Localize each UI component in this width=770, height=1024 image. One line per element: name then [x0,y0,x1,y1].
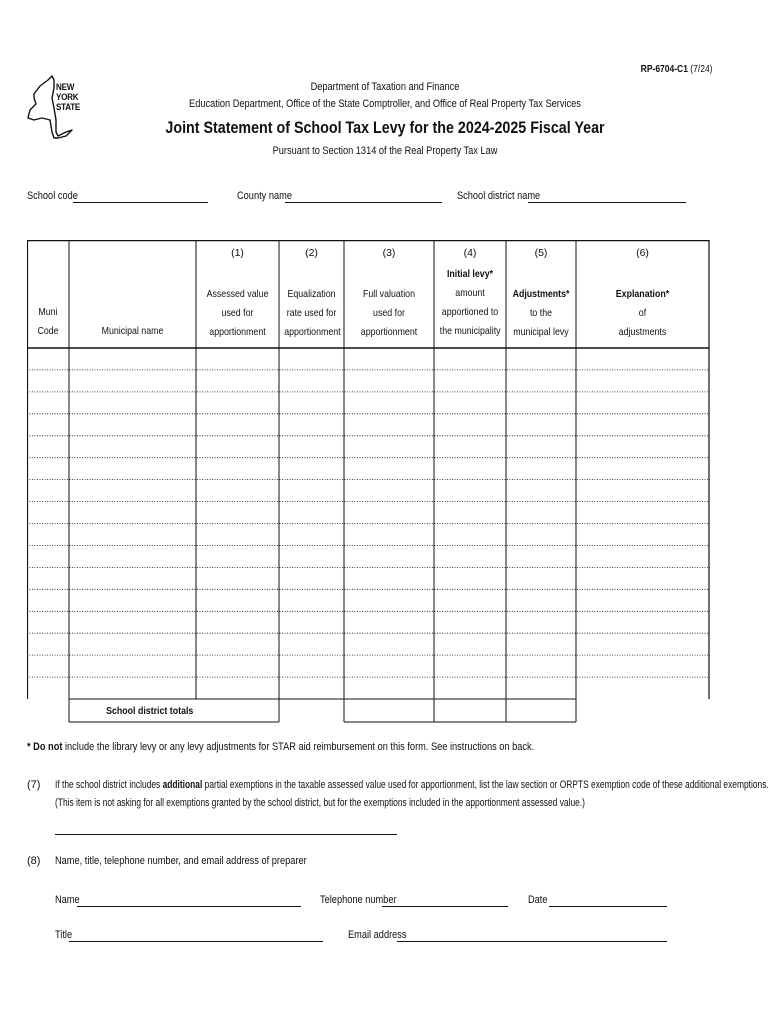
adjustments-cell[interactable] [506,524,576,546]
muni-code-cell[interactable] [27,545,69,567]
table-row [27,524,709,546]
muni-code-cell[interactable] [27,502,69,524]
header-adjustments: Adjustments* to the municipal levy [512,288,570,338]
explanation-cell[interactable] [576,458,709,480]
initial-levy-cell[interactable] [434,677,506,699]
telephone-number-label: Telephone number [320,894,397,906]
form-code: RP-6704-C1 (7/24) [640,64,712,75]
explanation-cell[interactable] [576,524,709,546]
municipal-name-cell[interactable] [69,677,196,699]
explanation-cell[interactable] [576,611,709,633]
adjustments-cell[interactable] [506,480,576,502]
table-row [27,611,709,633]
muni-code-cell[interactable] [27,655,69,677]
adjustments-cell[interactable] [506,677,576,699]
form-title: Joint Statement of School Tax Levy for the 2024-2025 Fiscal Year [165,118,605,137]
table-row [27,480,709,502]
initial-levy-cell[interactable] [434,633,506,655]
adjustments-cell[interactable] [506,414,576,436]
school-district-name-field[interactable] [528,202,686,203]
initial-levy-cell[interactable] [434,480,506,502]
assessed-value-cell[interactable] [196,480,279,502]
equalization-rate-cell[interactable] [279,677,344,699]
total-assessed-value-cell[interactable] [196,700,279,722]
initial-levy-cell[interactable] [434,545,506,567]
full-valuation-cell[interactable] [344,545,434,567]
initial-levy-cell[interactable] [434,414,506,436]
explanation-cell[interactable] [576,545,709,567]
initial-levy-cell[interactable] [434,392,506,414]
item-7-clarification: (This item is not asking for all exemptions granted by the school district, but for the exemptions included in the apportionment assessed value.) [55,797,585,809]
adjustments-cell[interactable] [506,655,576,677]
department-name: Department of Taxation and Finance [310,81,460,93]
equalization-rate-cell[interactable] [279,458,344,480]
full-valuation-cell[interactable] [344,502,434,524]
adjustments-cell[interactable] [506,458,576,480]
assessed-value-cell[interactable] [196,370,279,392]
adjustments-cell[interactable] [506,567,576,589]
explanation-cell[interactable] [576,655,709,677]
header-assessed-value: Assessed value used for apportionment [206,288,269,338]
adjustments-cell[interactable] [506,392,576,414]
equalization-rate-cell[interactable] [279,348,344,370]
municipal-name-cell[interactable] [69,655,196,677]
additional-exemptions-field[interactable] [55,834,397,835]
assessed-value-cell[interactable] [196,392,279,414]
muni-code-cell[interactable] [27,589,69,611]
muni-code-cell[interactable] [27,480,69,502]
adjustments-cell[interactable] [506,589,576,611]
adjustments-cell[interactable] [506,348,576,370]
table-row [27,502,709,524]
equalization-rate-cell[interactable] [279,370,344,392]
county-name-field[interactable] [285,202,442,203]
explanation-cell[interactable] [576,348,709,370]
email-address-field[interactable] [397,941,667,942]
municipal-name-cell[interactable] [69,633,196,655]
municipal-name-cell[interactable] [69,414,196,436]
table-row [27,655,709,677]
telephone-number-field[interactable] [382,906,508,907]
school-district-name-label: School district name [457,190,541,202]
initial-levy-cell[interactable] [434,611,506,633]
preparer-title-field[interactable] [69,941,323,942]
assessed-value-cell[interactable] [196,502,279,524]
school-district-totals-label: School district totals [106,705,194,717]
muni-code-cell[interactable] [27,633,69,655]
initial-levy-cell[interactable] [434,348,506,370]
muni-code-cell[interactable] [27,392,69,414]
initial-levy-cell[interactable] [434,589,506,611]
date-field[interactable] [549,906,667,907]
equalization-rate-cell[interactable] [279,524,344,546]
assessed-value-cell[interactable] [196,655,279,677]
full-valuation-cell[interactable] [344,677,434,699]
table-row [27,436,709,458]
header-explanation: Explanation* of adjustments [615,288,670,338]
explanation-cell[interactable] [576,677,709,699]
municipal-name-cell[interactable] [69,567,196,589]
table-row [27,545,709,567]
header-full-valuation: Full valuation used for apportionment [360,288,418,338]
assessed-value-cell[interactable] [196,348,279,370]
initial-levy-cell[interactable] [434,567,506,589]
column-1-number: (1) [231,247,244,259]
item-7-number: (7) [27,779,41,791]
total-full-valuation-cell[interactable] [344,700,434,722]
table-row [27,633,709,655]
municipal-name-cell[interactable] [69,348,196,370]
column-5-number: (5) [534,247,548,259]
muni-code-cell[interactable] [27,348,69,370]
school-code-field[interactable] [73,202,208,203]
table-row [27,677,709,699]
explanation-cell[interactable] [576,370,709,392]
full-valuation-cell[interactable] [344,480,434,502]
date-label: Date [528,894,548,906]
municipal-name-cell[interactable] [69,589,196,611]
adjustments-cell[interactable] [506,611,576,633]
email-address-label: Email address [348,929,407,941]
table-body [27,348,709,699]
table-row [27,370,709,392]
header-equalization-rate: Equalization rate used for apportionment [284,288,341,338]
column-2-number: (2) [305,247,318,259]
full-valuation-cell[interactable] [344,392,434,414]
equalization-rate-cell[interactable] [279,392,344,414]
adjustments-cell[interactable] [506,502,576,524]
assessed-value-cell[interactable] [196,677,279,699]
equalization-rate-cell[interactable] [279,633,344,655]
item-8-text: Name, title, telephone number, and email address of preparer [55,855,307,867]
municipal-name-cell[interactable] [69,480,196,502]
municipal-name-cell[interactable] [69,392,196,414]
full-valuation-cell[interactable] [344,655,434,677]
form-subtitle: Pursuant to Section 1314 of the Real Property Tax Law [272,145,498,157]
muni-code-cell[interactable] [27,567,69,589]
equalization-rate-cell[interactable] [279,480,344,502]
preparer-name-field[interactable] [77,906,301,907]
logo-wordmark: NEW YORK STATE [56,82,81,112]
muni-code-cell[interactable] [27,458,69,480]
initial-levy-cell[interactable] [434,436,506,458]
explanation-cell[interactable] [576,414,709,436]
full-valuation-cell[interactable] [344,348,434,370]
table-row [27,348,709,370]
star-aid-note: * Do not include the library levy or any levy adjustments for STAR aid reimbursement on this form. See instructions on back. [27,741,535,753]
municipal-name-cell[interactable] [69,458,196,480]
table-row [27,392,709,414]
municipal-name-cell[interactable] [69,611,196,633]
adjustments-cell[interactable] [506,370,576,392]
preparer-name-label: Name [55,894,80,906]
equalization-rate-cell[interactable] [279,414,344,436]
adjustments-cell[interactable] [506,436,576,458]
full-valuation-cell[interactable] [344,633,434,655]
equalization-rate-cell[interactable] [279,589,344,611]
full-valuation-cell[interactable] [344,458,434,480]
initial-levy-cell[interactable] [434,524,506,546]
equalization-rate-cell[interactable] [279,567,344,589]
initial-levy-cell[interactable] [434,370,506,392]
school-code-label: School code [27,190,78,202]
item-7-text: If the school district includes additional partial exemptions in the taxable assessed value used for apportionment, list the law section or ORPTS exemption code of these additional exemptions. [55,779,769,791]
table-row [27,458,709,480]
assessed-value-cell[interactable] [196,567,279,589]
explanation-cell[interactable] [576,392,709,414]
item-8-number: (8) [27,855,41,867]
table-row [27,567,709,589]
explanation-cell[interactable] [576,589,709,611]
explanation-cell[interactable] [576,633,709,655]
assessed-value-cell[interactable] [196,611,279,633]
muni-code-cell[interactable] [27,370,69,392]
equalization-rate-cell[interactable] [279,655,344,677]
assessed-value-cell[interactable] [196,414,279,436]
assessed-value-cell[interactable] [196,545,279,567]
muni-code-cell[interactable] [27,436,69,458]
full-valuation-cell[interactable] [344,414,434,436]
explanation-cell[interactable] [576,480,709,502]
adjustments-cell[interactable] [506,633,576,655]
equalization-rate-cell[interactable] [279,436,344,458]
muni-code-cell[interactable] [27,524,69,546]
preparer-title-label: Title [55,929,73,941]
muni-code-cell[interactable] [27,414,69,436]
muni-code-cell[interactable] [27,611,69,633]
full-valuation-cell[interactable] [344,611,434,633]
assessed-value-cell[interactable] [196,524,279,546]
total-initial-levy-cell[interactable] [434,700,506,722]
header-initial-levy: Initial levy* amount apportioned to the municipality [439,268,501,337]
municipal-name-cell[interactable] [69,370,196,392]
municipal-name-cell[interactable] [69,502,196,524]
table-row [27,589,709,611]
full-valuation-cell[interactable] [344,589,434,611]
full-valuation-cell[interactable] [344,436,434,458]
full-valuation-cell[interactable] [344,370,434,392]
column-6-number: (6) [636,247,649,259]
initial-levy-cell[interactable] [434,458,506,480]
adjustments-cell[interactable] [506,545,576,567]
explanation-cell[interactable] [576,567,709,589]
assessed-value-cell[interactable] [196,633,279,655]
header-muni-code: Muni Code [37,306,59,337]
equalization-rate-cell[interactable] [279,611,344,633]
column-4-number: (4) [463,247,477,259]
muni-code-cell[interactable] [27,677,69,699]
assessed-value-cell[interactable] [196,458,279,480]
explanation-cell[interactable] [576,436,709,458]
municipal-name-cell[interactable] [69,524,196,546]
total-adjustments-cell[interactable] [506,700,576,722]
table-row [27,414,709,436]
municipal-name-cell[interactable] [69,545,196,567]
initial-levy-cell[interactable] [434,655,506,677]
column-3-number: (3) [382,247,396,259]
full-valuation-cell[interactable] [344,567,434,589]
equalization-rate-cell[interactable] [279,545,344,567]
initial-levy-cell[interactable] [434,502,506,524]
assessed-value-cell[interactable] [196,436,279,458]
header-municipal-name: Municipal name [101,325,164,337]
agencies-line: Education Department, Office of the State Comptroller, and Office of Real Property Tax Services [189,98,581,110]
equalization-rate-cell[interactable] [279,502,344,524]
county-name-label: County name [237,190,292,202]
municipal-name-cell[interactable] [69,436,196,458]
full-valuation-cell[interactable] [344,524,434,546]
explanation-cell[interactable] [576,502,709,524]
assessed-value-cell[interactable] [196,589,279,611]
